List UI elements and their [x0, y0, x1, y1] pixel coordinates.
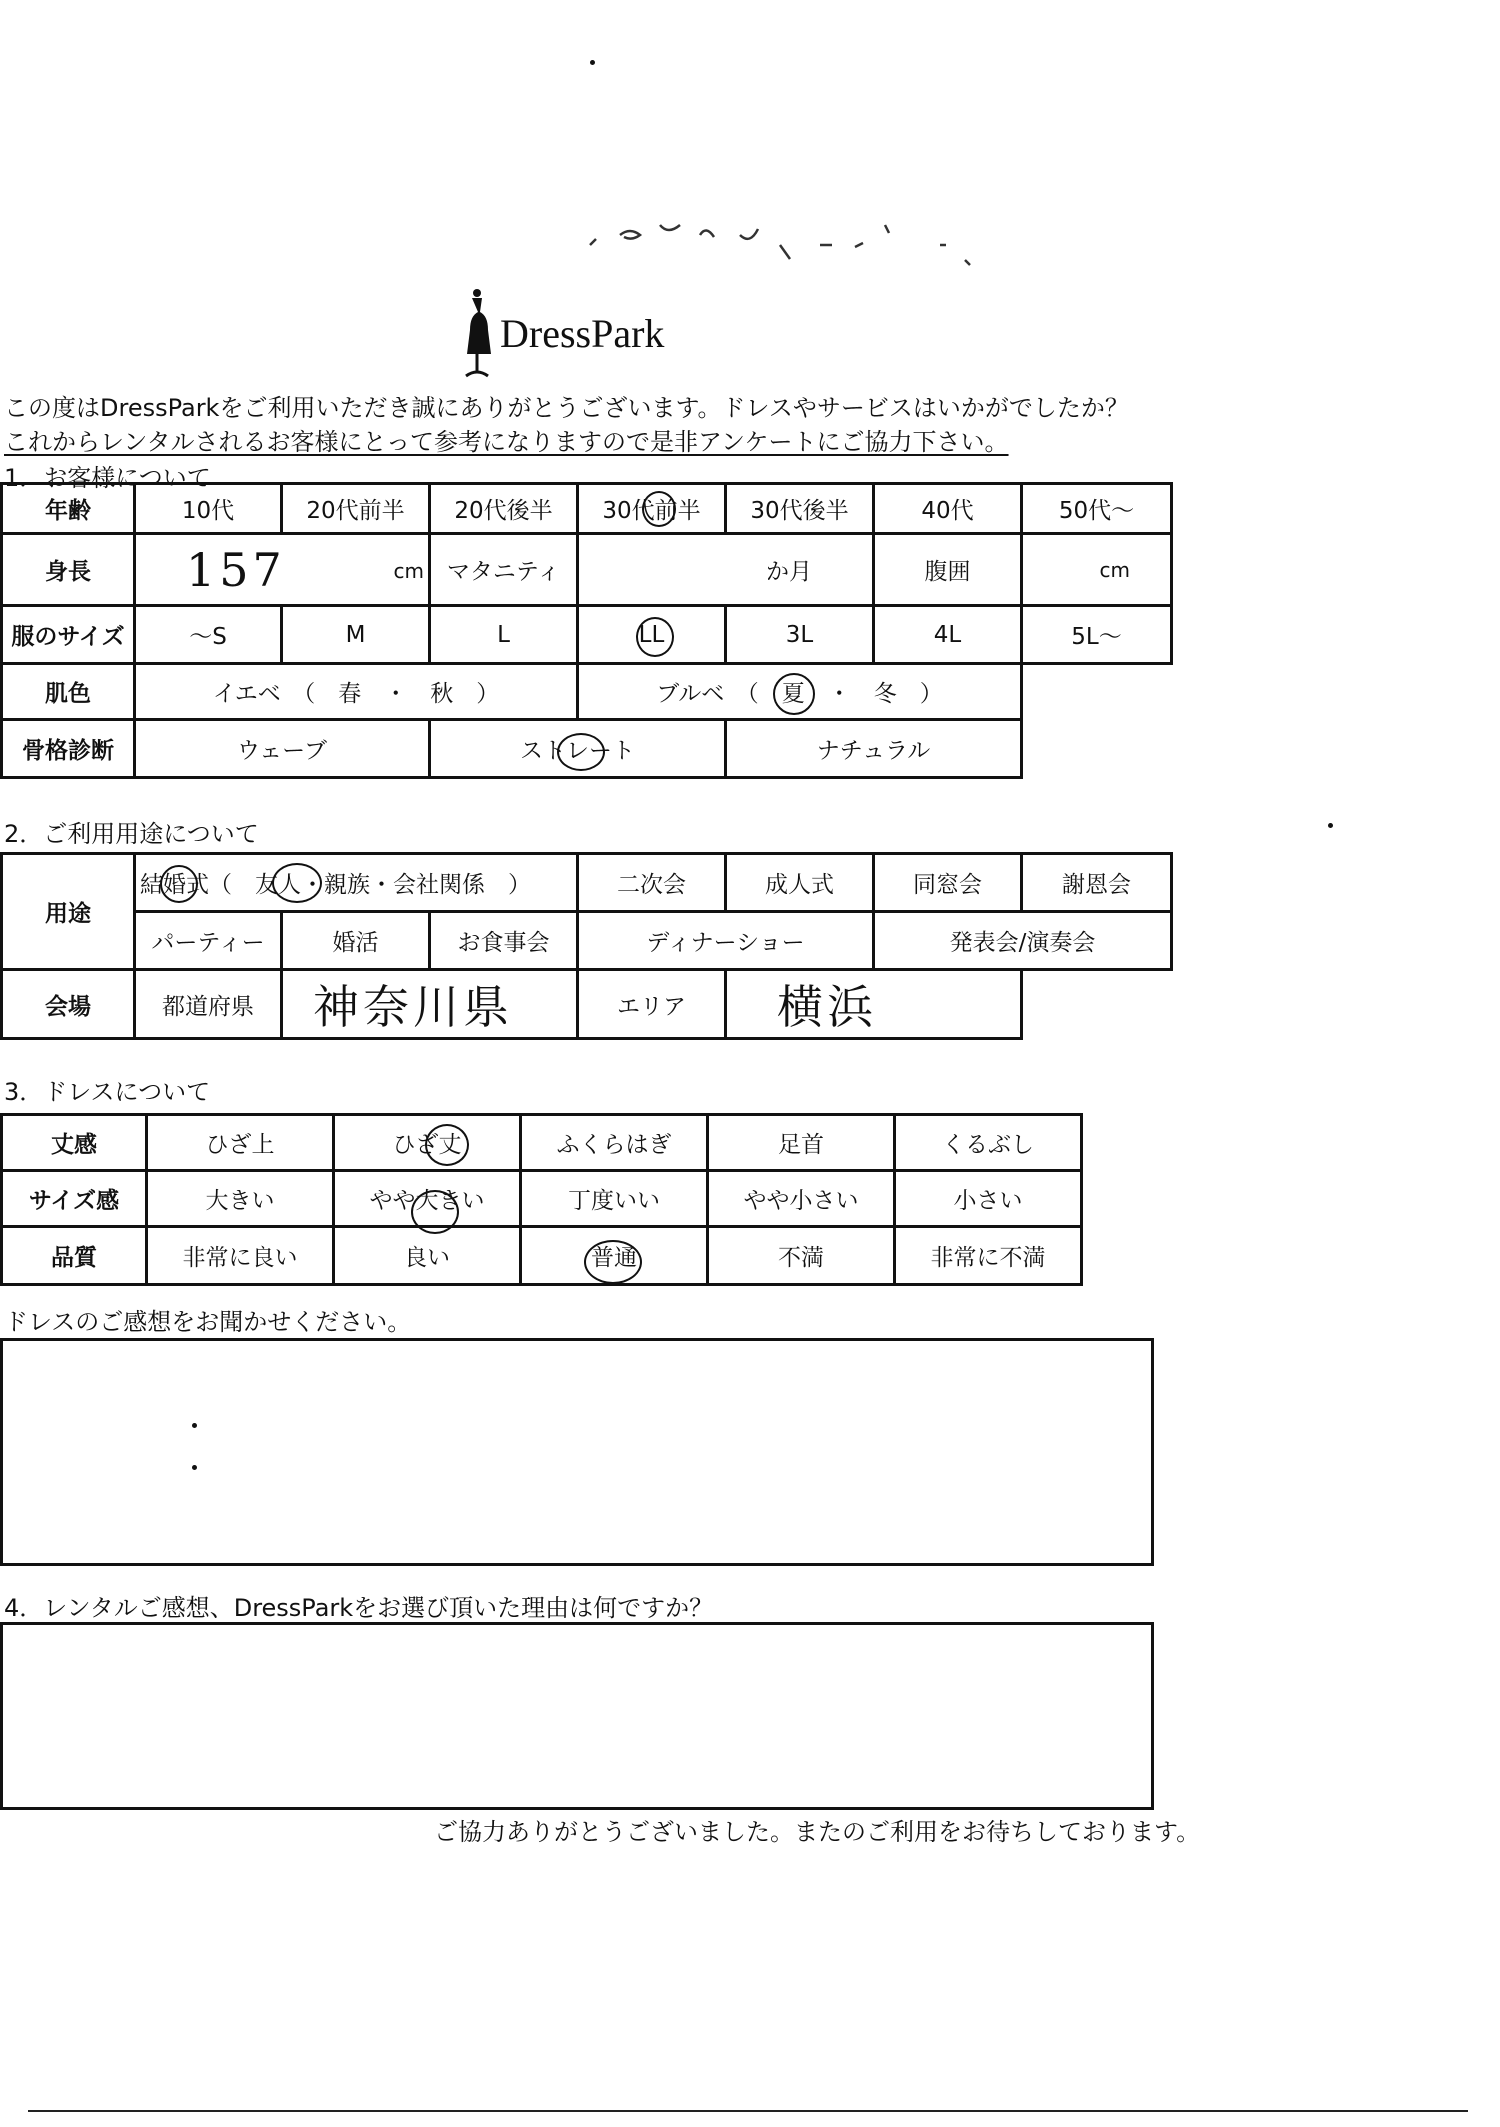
- quality-option[interactable]: 不満: [708, 1227, 895, 1285]
- empty-cell: [1022, 970, 1172, 1039]
- fit-row: [2, 1171, 1082, 1227]
- intro-line-2: これからレンタルされるお客様にとって参考になりますので是非アンケートにご協力下さい。: [4, 428, 1009, 456]
- usage-option[interactable]: 謝恩会: [1022, 854, 1172, 912]
- size-option[interactable]: 4L: [874, 606, 1022, 664]
- footer-thanks: ご協力ありがとうございました。またのご利用をお待ちしております。: [434, 1818, 1201, 1846]
- usage-option[interactable]: お食事会: [430, 912, 578, 970]
- usage-option[interactable]: 発表会/演奏会: [874, 912, 1172, 970]
- section-1-title: 1．お客様について: [4, 464, 211, 492]
- skin-row: [2, 664, 1172, 720]
- fit-option[interactable]: 丁度いい: [521, 1171, 708, 1227]
- dress-comment-prompt: ドレスのご感想をお聞かせください。: [4, 1308, 412, 1336]
- length-option[interactable]: ふくらはぎ: [521, 1115, 708, 1171]
- selection-circle: [160, 865, 198, 903]
- section-3-title: 3．ドレスについて: [4, 1078, 211, 1106]
- maternity-months-cell[interactable]: [578, 534, 874, 606]
- area-label: エリア: [578, 970, 726, 1039]
- usage-option[interactable]: ディナーショー: [578, 912, 874, 970]
- usage-row-2: [2, 912, 1172, 970]
- usage-label: 用途: [2, 854, 135, 970]
- waist-label: 腹囲: [874, 534, 1022, 606]
- usage-option[interactable]: 同窓会: [874, 854, 1022, 912]
- usage-table: [0, 852, 1173, 1040]
- quality-option-selected[interactable]: [521, 1227, 708, 1285]
- fit-label: サイズ感: [2, 1171, 147, 1227]
- size-option[interactable]: 3L: [726, 606, 874, 664]
- frame-option-selected[interactable]: [430, 720, 726, 778]
- skin-blue-label: ブルベ （ 夏 ・ 冬 ）: [656, 681, 943, 707]
- skin-yellow-option[interactable]: イエベ （ 春 ・ 秋 ）: [135, 664, 578, 720]
- dress-form-icon: [460, 288, 494, 378]
- quality-label: 品質: [2, 1227, 147, 1285]
- intro-line-1: この度はDressParkをご利用いただき誠にありがとうございます。ドレスやサービスはいかがでしたか？: [4, 394, 1129, 422]
- length-option[interactable]: ひざ上: [147, 1115, 334, 1171]
- age-option[interactable]: 30代後半: [726, 484, 874, 534]
- venue-label: 会場: [2, 970, 135, 1039]
- fit-option[interactable]: 小さい: [895, 1171, 1082, 1227]
- quality-option[interactable]: 非常に不満: [895, 1227, 1082, 1285]
- usage-option-wedding[interactable]: [135, 854, 578, 912]
- size-option[interactable]: M: [282, 606, 430, 664]
- pref-label: 都道府県: [135, 970, 282, 1039]
- dress-table: [0, 1113, 1083, 1286]
- rental-comment-box[interactable]: [0, 1622, 1154, 1810]
- age-option[interactable]: 10代: [135, 484, 282, 534]
- age-option-label: 30代前半: [602, 498, 701, 524]
- pref-value-cell[interactable]: [282, 970, 578, 1039]
- size-label: 服のサイズ: [2, 606, 135, 664]
- fit-option-label: やや大きい: [369, 1188, 485, 1214]
- frame-row: [2, 720, 1172, 778]
- quality-row: [2, 1227, 1082, 1285]
- selection-circle: [557, 733, 605, 771]
- waist-unit: cm: [1099, 557, 1130, 582]
- dresspark-logo: [460, 288, 720, 378]
- selection-circle: [636, 617, 674, 657]
- height-unit: cm: [393, 559, 424, 583]
- selection-circle: [584, 1240, 642, 1284]
- usage-option[interactable]: 成人式: [726, 854, 874, 912]
- scan-speck: [1328, 823, 1333, 828]
- age-option[interactable]: 40代: [874, 484, 1022, 534]
- size-option-label: LL: [638, 621, 665, 648]
- pref-value: 神奈川県: [313, 980, 513, 1034]
- height-label: 身長: [2, 534, 135, 606]
- selection-circle: [272, 863, 322, 903]
- empty-cell: [1022, 720, 1172, 778]
- customer-table: [0, 482, 1173, 779]
- venue-row: [2, 970, 1172, 1039]
- wedding-label: 結婚式（ 友人・親族・会社関係 ）: [140, 872, 531, 898]
- area-value-cell[interactable]: [726, 970, 1022, 1039]
- length-option-label: ひざ丈: [392, 1132, 462, 1158]
- length-option-selected[interactable]: [334, 1115, 521, 1171]
- section-4-title: 4．レンタルご感想、DressParkをお選び頂いた理由は何ですか？: [4, 1594, 714, 1622]
- section-2-title: 2．ご利用用途について: [4, 820, 259, 848]
- dress-comment-box[interactable]: [0, 1338, 1154, 1566]
- faint-scribble: [580, 205, 1000, 285]
- length-option[interactable]: くるぶし: [895, 1115, 1082, 1171]
- area-value: 横浜: [777, 980, 878, 1034]
- length-row: [2, 1115, 1082, 1171]
- selection-circle: [425, 1124, 469, 1166]
- size-option[interactable]: ～S: [135, 606, 282, 664]
- size-option[interactable]: 5L～: [1022, 606, 1172, 664]
- frame-option[interactable]: ナチュラル: [726, 720, 1022, 778]
- maternity-label: マタニティ: [430, 534, 578, 606]
- age-option[interactable]: 50代～: [1022, 484, 1172, 534]
- months-unit: か月: [766, 559, 812, 585]
- age-label: 年齢: [2, 484, 135, 534]
- size-option-selected[interactable]: [578, 606, 726, 664]
- height-row: [2, 534, 1172, 606]
- quality-option[interactable]: 非常に良い: [147, 1227, 334, 1285]
- age-option[interactable]: 20代後半: [430, 484, 578, 534]
- size-row: [2, 606, 1172, 664]
- age-option[interactable]: 20代前半: [282, 484, 430, 534]
- bottom-rule: [28, 2110, 1468, 2112]
- usage-row-1: [2, 854, 1172, 912]
- height-value-cell[interactable]: [135, 534, 430, 606]
- frame-option-label: ストレート: [520, 738, 635, 764]
- frame-label: 骨格診断: [2, 720, 135, 778]
- logo-text: DressPark: [500, 311, 665, 356]
- usage-option[interactable]: 二次会: [578, 854, 726, 912]
- height-value: 157: [186, 542, 286, 597]
- empty-cell: [1022, 664, 1172, 720]
- length-label: 丈感: [2, 1115, 147, 1171]
- skin-label: 肌色: [2, 664, 135, 720]
- fit-option[interactable]: 大きい: [147, 1171, 334, 1227]
- usage-option[interactable]: 婚活: [282, 912, 430, 970]
- age-row: [2, 484, 1172, 534]
- quality-option-label: 普通: [591, 1245, 637, 1271]
- fit-option[interactable]: やや小さい: [708, 1171, 895, 1227]
- length-option[interactable]: 足首: [708, 1115, 895, 1171]
- skin-blue-option[interactable]: [578, 664, 1022, 720]
- frame-option[interactable]: ウェーブ: [135, 720, 430, 778]
- quality-option[interactable]: 良い: [334, 1227, 521, 1285]
- usage-option[interactable]: パーティー: [135, 912, 282, 970]
- selection-circle: [773, 673, 815, 715]
- age-option-selected[interactable]: [578, 484, 726, 534]
- selection-circle: [642, 491, 676, 527]
- scan-speck: [590, 60, 595, 65]
- size-option[interactable]: L: [430, 606, 578, 664]
- fit-option-selected[interactable]: [334, 1171, 521, 1227]
- waist-value-cell[interactable]: [1022, 534, 1172, 606]
